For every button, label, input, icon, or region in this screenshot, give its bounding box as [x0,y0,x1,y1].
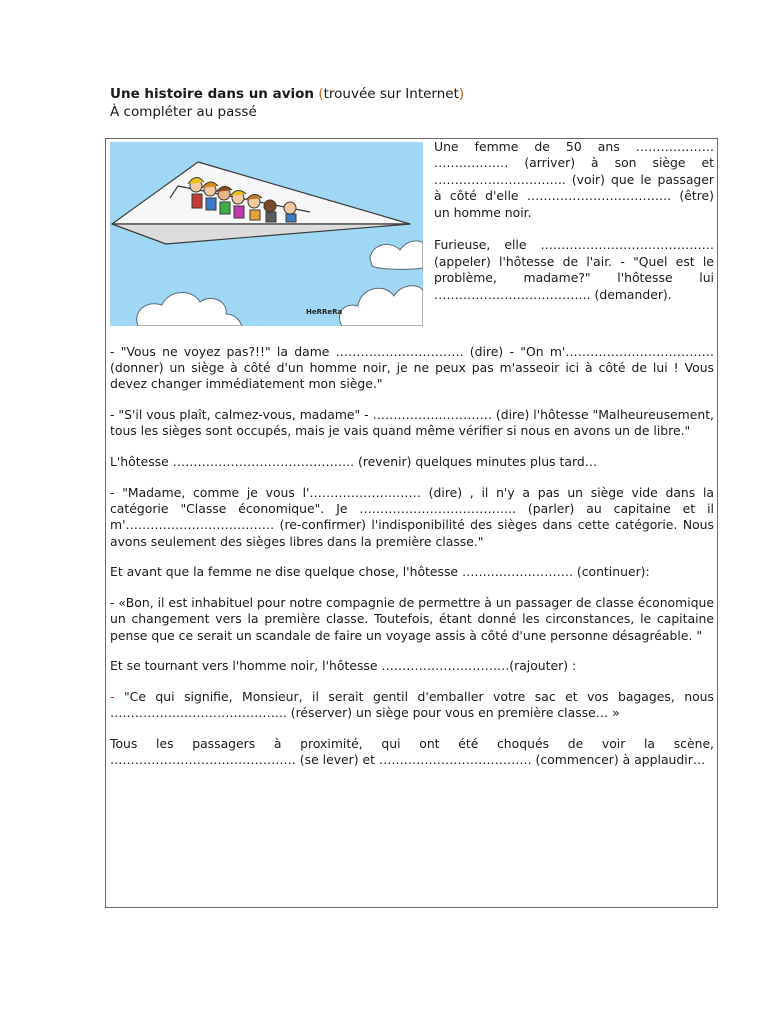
paragraph: Et avant que la femme ne dise quelque chose, l'hôtesse ……..………………. (continuer): [110,564,650,580]
paragraph [110,689,714,721]
paragraph: - "Vous ne voyez pas?!!" la dame …………………………. (dire) - "On m'……………………………… (donner) un siège à côté d'un homme noir, je ne peux pas m'asseoir ici à côté de lui ! Vous devez changer immédiatement mon siège." [110,344,714,392]
paragraph: Une femme de 50 ans ………………. ……………… (arriver) à son siège et ………………………….. (voir) que le passager à côté d'elle …………………………….. (être) un homme noir. [434,139,714,220]
top-text-column [434,139,714,319]
paragraph: Et se tournant vers l'homme noir, l'hôtesse ………………………….(rajouter) : [110,658,577,674]
paper-plane-drawing [110,142,423,326]
title-note: trouvée sur Internet [323,86,459,102]
paragraph: - «Bon, il est inhabituel pour notre compagnie de permettre à un passager de classe économique un changement vers la première classe. Toutefois, étant donné les circonstances, le capitaine pense que ce serait un scandale de faire un voyage assis à côté d'une personne désagréable. " [110,595,714,643]
paper-plane-illustration [110,142,423,326]
paragraph: - "Madame, comme je vous l'……………………… (dire) , il n'y a pas un siège vide dans la catégorie "Classe économique". Je ……………………………….. (parler) au capitaine et il m'……………………………… (re-confirmer) l'indisponibilité des sièges dans cette catégorie. Nous avons seulement des sièges libres dans la première classe." [110,485,714,549]
paragraph: - "S'il vous plaît, calmez-vous, madame" - ……………..………… (dire) l'hôtesse "Malheureusement, tous les sièges sont occupés, mais je vais quand même vérifier si nous en avons un de libre." [110,407,714,439]
paragraph: Furieuse, elle …………………………………… (appeler) l'hôtesse de l'air. - "Quel est le problème, madame?" l'hôtesse lui ……………………………….. (demander). [434,237,714,302]
illustration-signature: HeRReRa [306,308,343,316]
paragraph: Tous les passagers à proximité, qui ont été choqués de voir la scène, ……………………………………… (se lever) et ………………………………. (commencer) à applaudir… [110,736,714,768]
paragraph: L'hôtesse …………………………………….. (revenir) quelques minutes plus tard… [110,454,598,470]
body-text-column [110,344,714,783]
document-title: Une histoire dans un avion [110,86,315,102]
paragraph-text: "Ce qui signifie, Monsieur, il serait gentil d'emballer votre sac et vos bagages, nous ……………..…………………….. (réserver) un siège pour vous en première classe… » [110,689,714,721]
red-dash: - [110,689,124,705]
title-paren-close: ) [458,86,465,102]
title-paren-open: ( [314,86,324,102]
document-subtitle: À compléter au passé [110,104,257,120]
page-heading [110,85,464,103]
